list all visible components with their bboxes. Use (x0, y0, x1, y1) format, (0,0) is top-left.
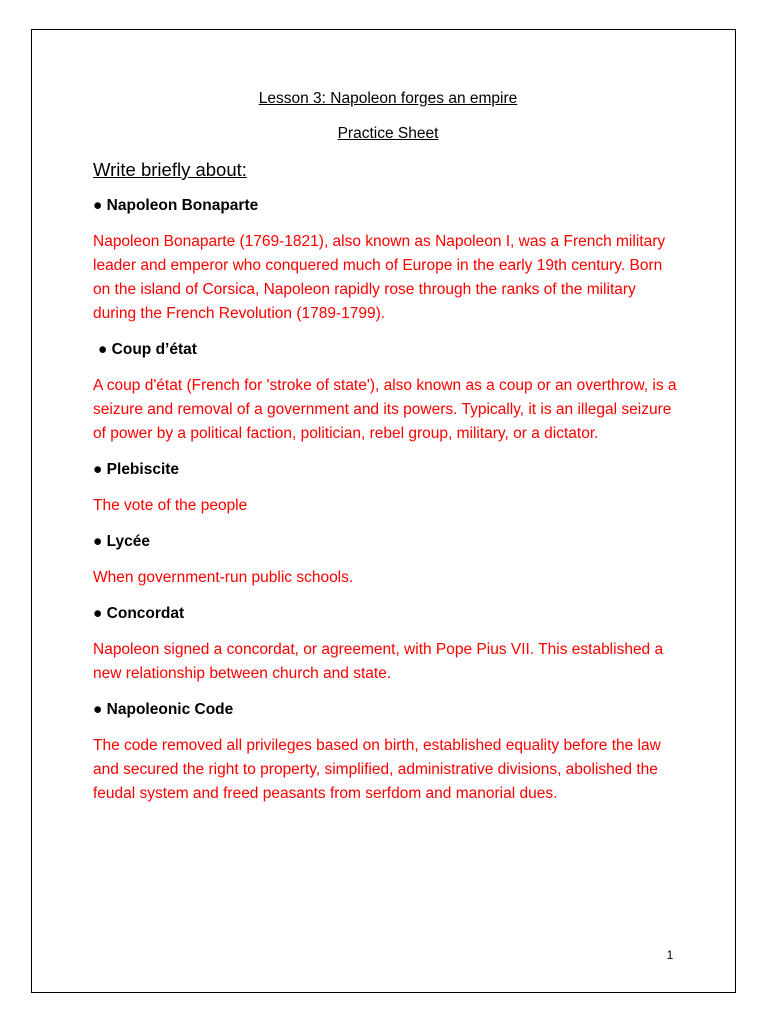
answer-concordat: Napoleon signed a concordat, or agreement, with Pope Pius VII. This established a new relationship between church and state. (93, 641, 664, 682)
section-heading: Write briefly about: (93, 159, 247, 180)
answer-napoleonic-code: The code removed all privileges based on birth, established equality before the law and secured the right to property, simplified, administrative divisions, abolished the feudal system and freed peasants from serfdom and manorial dues. (93, 737, 661, 802)
document-body (93, 88, 683, 806)
topic-napoleonic-code: ● Napoleonic Code (93, 701, 234, 718)
topic-lycee: ● Lycée (93, 533, 151, 550)
answer-lycee: When government-run public schools. (93, 569, 354, 586)
sheet-title: Practice Sheet (337, 125, 439, 142)
page-number: 1 (666, 948, 674, 962)
answer-plebiscite: The vote of the people (93, 497, 248, 514)
topic-concordat: ● Concordat (93, 605, 185, 622)
lesson-title: Lesson 3: Napoleon forges an empire (258, 90, 518, 107)
answer-napoleon-bonaparte: Napoleon Bonaparte (1769-1821), also known as Napoleon I, was a French military leader and emperor who conquered much of Europe in the early 19th century. Born on the island of Corsica, Napoleon rapidly rose through the ranks of the military during the French Revolution (1789-1799). (93, 233, 666, 322)
topic-coup-detat: ● Coup d’état (98, 341, 197, 358)
topic-napoleon-bonaparte: ● Napoleon Bonaparte (93, 197, 259, 214)
answer-coup-detat: A coup d'état (French for 'stroke of state'), also known as a coup or an overthrow, is a seizure and removal of a government and its powers. Typically, it is an illegal seizure of power by a political faction, politician, rebel group, military, or a dictator. (93, 377, 677, 442)
topic-plebiscite: ● Plebiscite (93, 461, 180, 478)
